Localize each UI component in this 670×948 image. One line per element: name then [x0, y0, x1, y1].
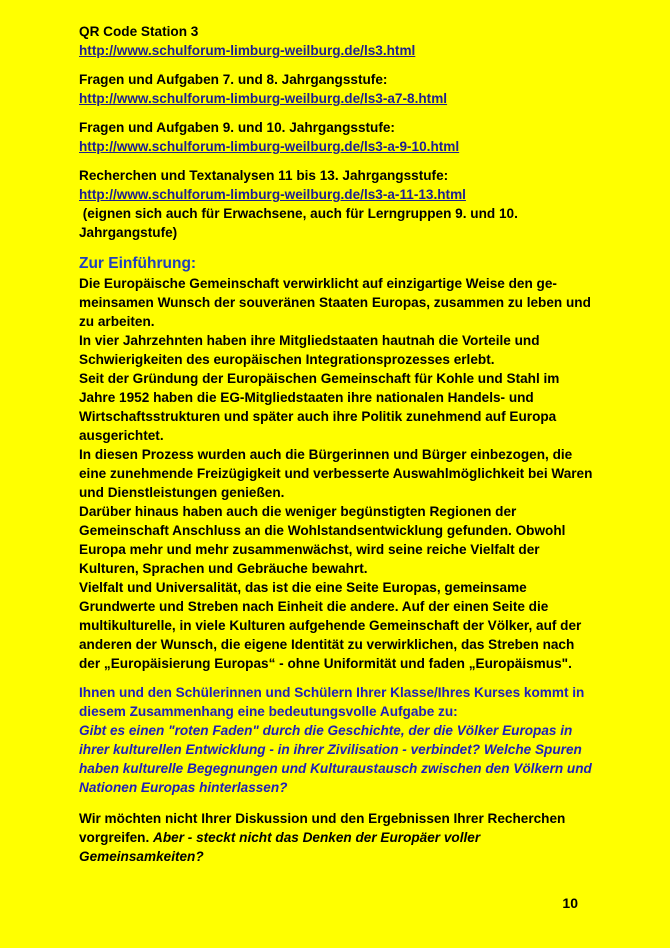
link-station-3[interactable]: http://www.schulforum-limburg-weilburg.de/ls3.html — [79, 43, 416, 58]
link-grade-9-10[interactable]: http://www.schulforum-limburg-weilburg.de/ls3-a-9-10.html — [79, 139, 460, 154]
intro-paragraph: In diesen Prozess wurden auch die Bürgerinnen und Bürger einbezogen, die eine zunehmende Freizügigkeit und verbesserte Auswahlmöglichkeit bei Waren und Dienstleistungen genießen. — [79, 447, 593, 500]
link-label: Fragen und Aufgaben 7. und 8. Jahrgangsstufe: — [79, 72, 388, 87]
task-block — [79, 683, 599, 797]
link-block-grade-9-10 — [79, 118, 599, 156]
intro-paragraph: In vier Jahrzehnten haben ihre Mitgliedstaaten hautnah die Vorteile und Schwierigkeiten des europäischen Integrationsprozesses erlebt. — [79, 333, 540, 367]
conclusion-text: Wir möchten nicht Ihrer Diskussion und den Ergebnissen Ihrer Recherchen vorgreifen. — [79, 811, 566, 845]
link-block-grade-11-13 — [79, 166, 599, 242]
intro-paragraph: Die Europäische Gemeinschaft verwirklicht auf einzigartige Weise den ge-meinsamen Wunsch der souveränen Staaten Europas, zusammen zu leben und zu arbeiten. — [79, 276, 591, 329]
link-block-station-3 — [79, 22, 599, 60]
intro-paragraph: Vielfalt und Universalität, das ist die eine Seite Europas, gemeinsame Grundwerte und Streben nach Einheit die andere. Auf der einen Seite die multikulturelle, in viele Kulturen aufgehende Gemeinschaft der Völker, auf der anderen der Wunsch, die eigene Identität zu verwirklichen, das Streben nach der „Europäisierung Europas“ - ohne Uniformität und faden „Europäismus". — [79, 580, 582, 671]
link-note: (eignen sich auch für Erwachsene, auch für Lerngruppen 9. und 10. Jahrgangstufe) — [79, 206, 522, 240]
task-question: Gibt es einen "roten Faden" durch die Geschichte, der die Völker Europas in ihrer kulturellen Entwicklung - in ihrer Zivilisation - verbindet? Welche Spuren haben kulturelle Begegnungen und Kulturaustausch zwischen den Völkern und Nationen Europas hinterlassen? — [79, 723, 592, 795]
intro-paragraph: Seit der Gründung der Europäischen Gemeinschaft für Kohle und Stahl im Jahre 1952 haben die EG-Mitgliedstaaten ihre nationalen Handels- und Wirtschaftsstrukturen und später auch ihre Politik zunehmend auf Europa ausgerichtet. — [79, 371, 560, 443]
task-lead: Ihnen und den Schülerinnen und Schülern Ihrer Klasse/Ihres Kurses kommt in diesem Zusammenhang eine bedeutungsvolle Aufgabe zu: — [79, 685, 585, 719]
page-number: 10 — [562, 895, 578, 911]
intro-paragraph: Darüber hinaus haben auch die weniger begünstigten Regionen der Gemeinschaft Anschluss an die Wohlstandsentwicklung gefunden. Obwohl Europa mehr und mehr zusammenwächst, wird seine reiche Vielfalt der Kulturen, Sprachen und Gebräuche bewahrt. — [79, 504, 566, 576]
link-label: QR Code Station 3 — [79, 24, 199, 39]
link-label: Recherchen und Textanalysen 11 bis 13. Jahrgangsstufe: — [79, 168, 449, 183]
section-title-intro: Zur Einführung: — [79, 255, 197, 272]
link-block-grade-7-8 — [79, 70, 599, 108]
conclusion-block — [79, 809, 599, 866]
link-grade-11-13[interactable]: http://www.schulforum-limburg-weilburg.de/ls3-a-11-13.html — [79, 187, 466, 202]
link-label: Fragen und Aufgaben 9. und 10. Jahrgangsstufe: — [79, 120, 395, 135]
document-page — [79, 22, 599, 866]
conclusion-italic: Aber - steckt nicht das Denken der Europäer voller Gemeinsamkeiten? — [79, 830, 481, 864]
link-grade-7-8[interactable]: http://www.schulforum-limburg-weilburg.de/ls3-a7-8.html — [79, 91, 448, 106]
